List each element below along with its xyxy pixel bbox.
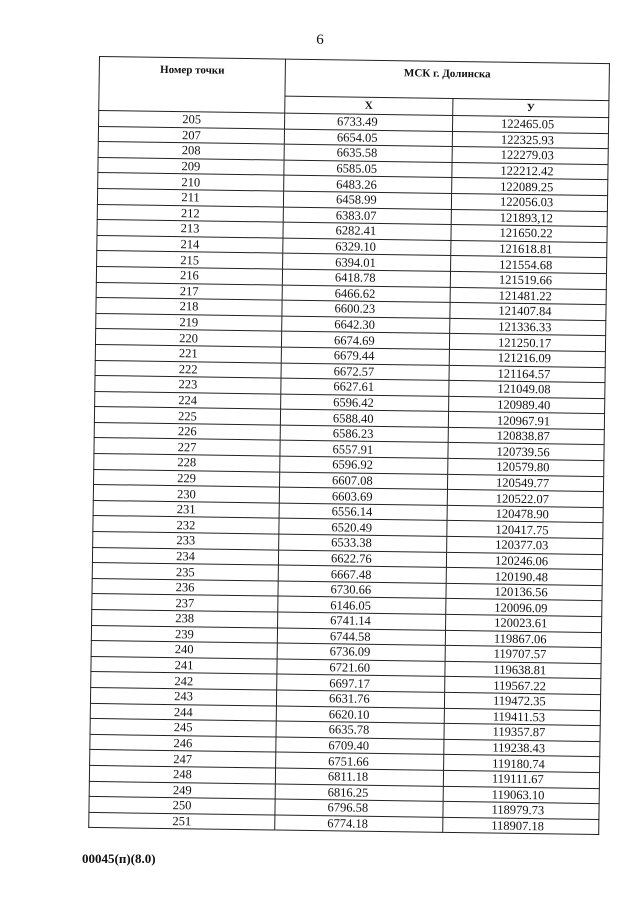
point-number-cell: 244 xyxy=(90,703,276,721)
y-coordinate-cell: 121336.33 xyxy=(450,318,606,336)
x-coordinate-cell: 6483.26 xyxy=(284,175,452,193)
point-number-cell: 210 xyxy=(98,173,284,191)
point-number-cell: 228 xyxy=(94,454,280,472)
point-number-cell: 249 xyxy=(89,781,275,799)
x-coordinate-cell: 6282.41 xyxy=(283,222,451,240)
y-coordinate-cell: 120023.61 xyxy=(446,614,602,632)
y-coordinate-cell: 120136.56 xyxy=(446,583,602,601)
x-coordinate-cell: 6383.07 xyxy=(283,207,451,225)
point-number-cell: 237 xyxy=(92,594,278,612)
point-number-cell: 241 xyxy=(91,656,277,674)
point-number-cell: 219 xyxy=(96,313,282,331)
x-coordinate-cell: 6642.30 xyxy=(282,316,450,334)
y-coordinate-cell: 118907.18 xyxy=(443,817,599,835)
y-coordinate-cell: 119111.67 xyxy=(443,770,599,788)
point-number-cell: 209 xyxy=(98,157,284,175)
point-number-cell: 215 xyxy=(97,251,283,269)
x-coordinate-cell: 6667.48 xyxy=(278,565,446,583)
x-coordinate-cell: 6533.38 xyxy=(279,534,447,552)
y-column-header: У xyxy=(453,98,609,117)
x-coordinate-cell: 6672.57 xyxy=(281,363,449,381)
y-coordinate-cell: 119357.87 xyxy=(444,724,600,742)
y-coordinate-cell: 120246.06 xyxy=(446,552,602,570)
x-coordinate-cell: 6557.91 xyxy=(280,441,448,459)
point-number-cell: 229 xyxy=(94,469,280,487)
x-coordinate-cell: 6741.14 xyxy=(278,612,446,630)
x-coordinate-cell: 6811.18 xyxy=(275,768,443,786)
x-column-header: X xyxy=(285,96,453,115)
y-coordinate-cell: 119472.35 xyxy=(444,692,600,710)
point-number-cell: 235 xyxy=(92,563,278,581)
y-coordinate-cell: 120967.91 xyxy=(448,412,604,430)
point-number-cell: 231 xyxy=(93,500,279,518)
y-coordinate-cell: 120579.80 xyxy=(448,458,604,476)
x-coordinate-cell: 6596.42 xyxy=(281,394,449,412)
point-number-cell: 230 xyxy=(93,485,279,503)
x-coordinate-cell: 6588.40 xyxy=(280,409,448,427)
x-coordinate-cell: 6394.01 xyxy=(283,253,451,271)
y-coordinate-cell: 121893,12 xyxy=(451,209,607,227)
y-coordinate-cell: 122279.03 xyxy=(452,147,608,165)
x-coordinate-cell: 6585.05 xyxy=(284,160,452,178)
point-number-cell: 217 xyxy=(96,282,282,300)
y-coordinate-cell: 119411.53 xyxy=(444,708,600,726)
point-number-cell: 212 xyxy=(97,204,283,222)
y-coordinate-cell: 122056.03 xyxy=(451,193,607,211)
y-coordinate-cell: 119567.22 xyxy=(445,677,601,695)
y-coordinate-cell: 120377.03 xyxy=(447,536,603,554)
y-coordinate-cell: 120417.75 xyxy=(447,521,603,539)
x-coordinate-cell: 6774.18 xyxy=(275,815,443,833)
point-number-cell: 225 xyxy=(94,407,280,425)
x-coordinate-cell: 6607.08 xyxy=(279,472,447,490)
x-coordinate-cell: 6620.10 xyxy=(276,706,444,724)
point-number-cell: 236 xyxy=(92,578,278,596)
point-number-cell: 224 xyxy=(95,391,281,409)
x-coordinate-cell: 6679.44 xyxy=(281,347,449,365)
point-number-cell: 222 xyxy=(95,360,281,378)
point-number-cell: 216 xyxy=(96,266,282,284)
point-number-cell: 233 xyxy=(93,531,279,549)
y-coordinate-cell: 121481.22 xyxy=(450,287,606,305)
y-coordinate-cell: 122212.42 xyxy=(452,162,608,180)
y-coordinate-cell: 119867.06 xyxy=(445,630,601,648)
y-coordinate-cell: 121164.57 xyxy=(449,365,605,383)
point-number-cell: 247 xyxy=(90,750,276,768)
x-coordinate-cell: 6674.69 xyxy=(281,331,449,349)
x-coordinate-cell: 6635.58 xyxy=(284,144,452,162)
point-number-cell: 213 xyxy=(97,220,283,238)
x-coordinate-cell: 6733.49 xyxy=(285,113,453,131)
y-coordinate-cell: 119707.57 xyxy=(445,646,601,664)
x-coordinate-cell: 6603.69 xyxy=(279,487,447,505)
y-coordinate-cell: 119180.74 xyxy=(444,755,600,773)
x-coordinate-cell: 6730.66 xyxy=(278,581,446,599)
point-number-cell: 226 xyxy=(94,422,280,440)
point-number-cell: 211 xyxy=(97,188,283,206)
y-coordinate-cell: 122089.25 xyxy=(452,178,608,196)
x-coordinate-cell: 6329.10 xyxy=(283,238,451,256)
point-number-cell: 227 xyxy=(94,438,280,456)
x-coordinate-cell: 6751.66 xyxy=(276,752,444,770)
point-number-cell: 221 xyxy=(95,344,281,362)
point-number-cell: 208 xyxy=(98,142,284,160)
point-number-cell: 234 xyxy=(92,547,278,565)
y-coordinate-cell: 121618.81 xyxy=(451,240,607,258)
y-coordinate-cell: 122325.93 xyxy=(452,131,608,149)
x-coordinate-cell: 6635.78 xyxy=(276,721,444,739)
y-coordinate-cell: 121554.68 xyxy=(451,256,607,274)
y-coordinate-cell: 120549.77 xyxy=(447,474,603,492)
x-coordinate-cell: 6736.09 xyxy=(277,643,445,661)
point-number-cell: 243 xyxy=(90,687,276,705)
x-coordinate-cell: 6654.05 xyxy=(284,129,452,147)
point-number-cell: 218 xyxy=(96,298,282,316)
point-number-cell: 240 xyxy=(91,641,277,659)
document-code: 00045(п)(8.0) xyxy=(82,851,156,866)
point-number-cell: 246 xyxy=(90,734,276,752)
point-number-cell: 242 xyxy=(91,672,277,690)
x-coordinate-cell: 6697.17 xyxy=(277,674,445,692)
x-coordinate-cell: 6709.40 xyxy=(276,737,444,755)
x-coordinate-cell: 6586.23 xyxy=(280,425,448,443)
x-coordinate-cell: 6520.49 xyxy=(279,518,447,536)
coordinates-table xyxy=(88,56,610,835)
point-number-cell: 220 xyxy=(95,329,281,347)
y-coordinate-cell: 120989.40 xyxy=(449,396,605,414)
y-coordinate-cell: 121519.66 xyxy=(450,271,606,289)
x-coordinate-cell: 6721.60 xyxy=(277,659,445,677)
point-number-header: Номер точки xyxy=(99,57,286,114)
y-coordinate-cell: 119238.43 xyxy=(444,739,600,757)
y-coordinate-cell: 121650.22 xyxy=(451,225,607,243)
y-coordinate-cell: 120096.09 xyxy=(446,599,602,617)
point-number-cell: 207 xyxy=(98,126,284,144)
point-number-cell: 205 xyxy=(99,111,285,129)
point-number-cell: 239 xyxy=(91,625,277,643)
x-coordinate-cell: 6146.05 xyxy=(278,596,446,614)
x-coordinate-cell: 6816.25 xyxy=(275,784,443,802)
point-number-cell: 238 xyxy=(92,609,278,627)
x-coordinate-cell: 6466.62 xyxy=(282,285,450,303)
point-number-cell: 250 xyxy=(89,797,275,815)
x-coordinate-cell: 6600.23 xyxy=(282,300,450,318)
y-coordinate-cell: 119063.10 xyxy=(443,786,599,804)
coordinate-system-header: МСК г. Долинска xyxy=(285,59,610,101)
x-coordinate-cell: 6631.76 xyxy=(276,690,444,708)
x-coordinate-cell: 6418.78 xyxy=(282,269,450,287)
y-coordinate-cell: 120838.87 xyxy=(448,427,604,445)
point-number-cell: 245 xyxy=(90,719,276,737)
y-coordinate-cell: 121049.08 xyxy=(449,381,605,399)
y-coordinate-cell: 119638.81 xyxy=(445,661,601,679)
point-number-cell: 232 xyxy=(93,516,279,534)
y-coordinate-cell: 120739.56 xyxy=(448,443,604,461)
point-number-cell: 248 xyxy=(89,765,275,783)
y-coordinate-cell: 121216.09 xyxy=(449,349,605,367)
table-body xyxy=(89,111,609,835)
x-coordinate-cell: 6744.58 xyxy=(277,628,445,646)
y-coordinate-cell: 120190.48 xyxy=(446,568,602,586)
x-coordinate-cell: 6622.76 xyxy=(278,550,446,568)
page-number: 6 xyxy=(316,32,324,48)
x-coordinate-cell: 6627.61 xyxy=(281,378,449,396)
x-coordinate-cell: 6458.99 xyxy=(283,191,451,209)
y-coordinate-cell: 121250.17 xyxy=(449,334,605,352)
x-coordinate-cell: 6796.58 xyxy=(275,799,443,817)
point-number-cell: 251 xyxy=(89,812,275,830)
y-coordinate-cell: 118979.73 xyxy=(443,802,599,820)
y-coordinate-cell: 122465.05 xyxy=(452,115,608,133)
y-coordinate-cell: 121407.84 xyxy=(450,303,606,321)
y-coordinate-cell: 120478.90 xyxy=(447,505,603,523)
x-coordinate-cell: 6596.92 xyxy=(280,456,448,474)
x-coordinate-cell: 6556.14 xyxy=(279,503,447,521)
coordinates-sheet xyxy=(88,56,611,835)
y-coordinate-cell: 120522.07 xyxy=(447,490,603,508)
point-number-cell: 223 xyxy=(95,376,281,394)
point-number-cell: 214 xyxy=(97,235,283,253)
